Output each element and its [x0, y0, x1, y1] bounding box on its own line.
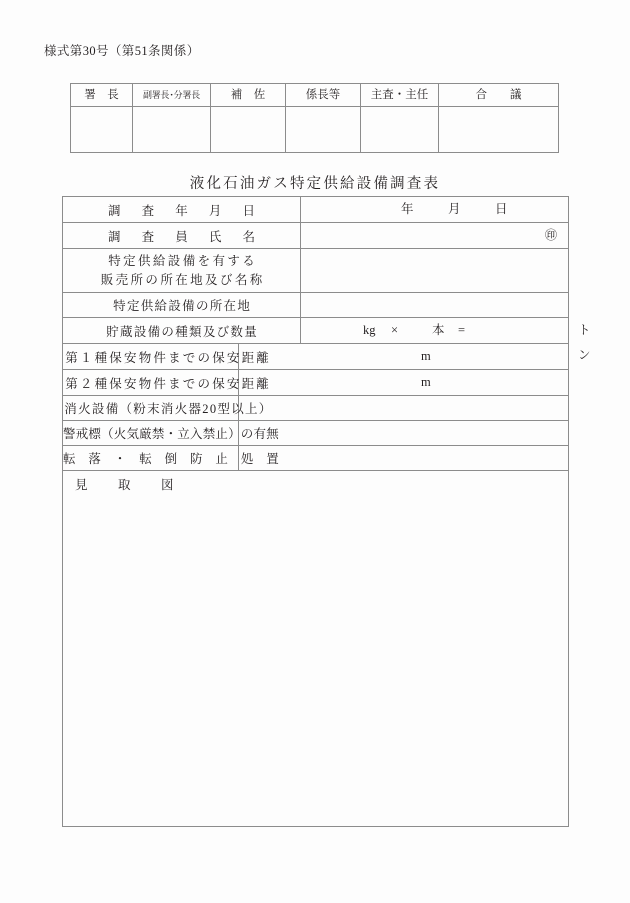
survey-date-marks [301, 197, 568, 222]
value-survey-date[interactable] [301, 197, 569, 223]
approval-header-assistant: 補 佐 [211, 84, 286, 107]
label-dealer-address-name-line1: 特定供給設備を有する [108, 253, 258, 268]
unit-kilogram: kg [363, 323, 376, 337]
approval-header-consultation: 合 議 [439, 84, 559, 107]
operator-multiply: × [391, 323, 399, 337]
table-row-fall-prevention [63, 446, 569, 471]
storage-quantity-formula [301, 318, 591, 362]
inspector-name-field [301, 223, 568, 248]
sketch-drawing-area[interactable] [63, 496, 569, 827]
approval-header-row [71, 84, 559, 107]
label-survey-date: 調 査 年 月 日 [63, 197, 301, 223]
approval-signature-row [71, 107, 559, 153]
page-title: 液化石油ガス特定供給設備調査表 [189, 176, 441, 192]
table-row-storage-type-quantity [63, 318, 569, 344]
approval-header-deputy-chief: 副署長･分署長 [133, 84, 211, 107]
label-class1-safety-distance: 第１種保安物件までの保安距離 [63, 344, 239, 370]
label-fire-extinguisher: 消火設備（粉末消火器20型以上） [63, 396, 239, 421]
label-sketch: 見 取 図 [63, 471, 569, 497]
label-dealer-address-name-line2: 販売所の所在地及び名称 [100, 272, 265, 287]
value-storage-type-quantity[interactable] [301, 318, 591, 362]
survey-table [62, 196, 591, 827]
table-row-class2-safety-distance [63, 370, 569, 396]
value-class1-safety-distance[interactable] [239, 344, 569, 370]
unit-ton: トン [578, 323, 591, 362]
value-fire-extinguisher[interactable] [239, 396, 569, 421]
date-year-mark: 年 [401, 202, 414, 216]
seal-stamp-icon: ㊞ [545, 228, 558, 242]
date-month-mark: 月 [448, 202, 461, 216]
unit-metre-class2: m [421, 375, 431, 389]
table-row-fire-extinguisher [63, 396, 569, 421]
label-storage-type-quantity: 貯蔵設備の種類及び数量 [63, 318, 301, 344]
approval-signature-assistant[interactable] [211, 107, 286, 153]
table-row-equipment-location [63, 293, 569, 318]
label-dealer-address-name [63, 249, 301, 293]
class2-distance-field [239, 370, 568, 395]
approval-header-inspector: 主査・主任 [361, 84, 439, 107]
approval-header-section-chief: 係長等 [286, 84, 361, 107]
approval-header-chief: 署 長 [71, 84, 133, 107]
approval-signature-chief[interactable] [71, 107, 133, 153]
value-class2-safety-distance[interactable] [239, 370, 569, 396]
form-number: 様式第30号（第51条関係） [44, 44, 200, 58]
approval-signature-section-chief[interactable] [286, 107, 361, 153]
approval-signature-consultation[interactable] [439, 107, 559, 153]
value-equipment-location[interactable] [301, 293, 569, 318]
value-dealer-address-name[interactable] [301, 249, 569, 293]
approval-signature-deputy-chief[interactable] [133, 107, 211, 153]
label-inspector-name: 調 査 員 氏 名 [63, 223, 301, 249]
approval-signature-inspector[interactable] [361, 107, 439, 153]
value-fall-prevention[interactable] [239, 446, 569, 471]
label-fall-prevention: 転 落 ・ 転 倒 防 止 処 置 [63, 446, 239, 471]
table-row-class1-safety-distance [63, 344, 569, 370]
label-equipment-location: 特定供給設備の所在地 [63, 293, 301, 318]
date-day-mark: 日 [495, 202, 508, 216]
approval-table [70, 83, 559, 153]
label-class2-safety-distance: 第２種保安物件までの保安距離 [63, 370, 239, 396]
table-row-sketch-label [63, 471, 569, 497]
table-row-warning-sign [63, 421, 569, 446]
table-row-dealer-address-name [63, 249, 569, 293]
value-warning-sign[interactable] [239, 421, 569, 446]
label-warning-sign: 警戒標（火気厳禁・立入禁止）の有無 [63, 421, 239, 446]
value-inspector-name[interactable] [301, 223, 569, 249]
unit-cylinder-count: 本 [432, 323, 445, 337]
table-row-survey-date [63, 197, 569, 223]
class1-distance-field [239, 344, 568, 369]
unit-metre-class1: m [421, 349, 431, 363]
table-row-sketch-area [63, 496, 569, 827]
table-row-inspector-name [63, 223, 569, 249]
operator-equals: = [458, 323, 466, 337]
